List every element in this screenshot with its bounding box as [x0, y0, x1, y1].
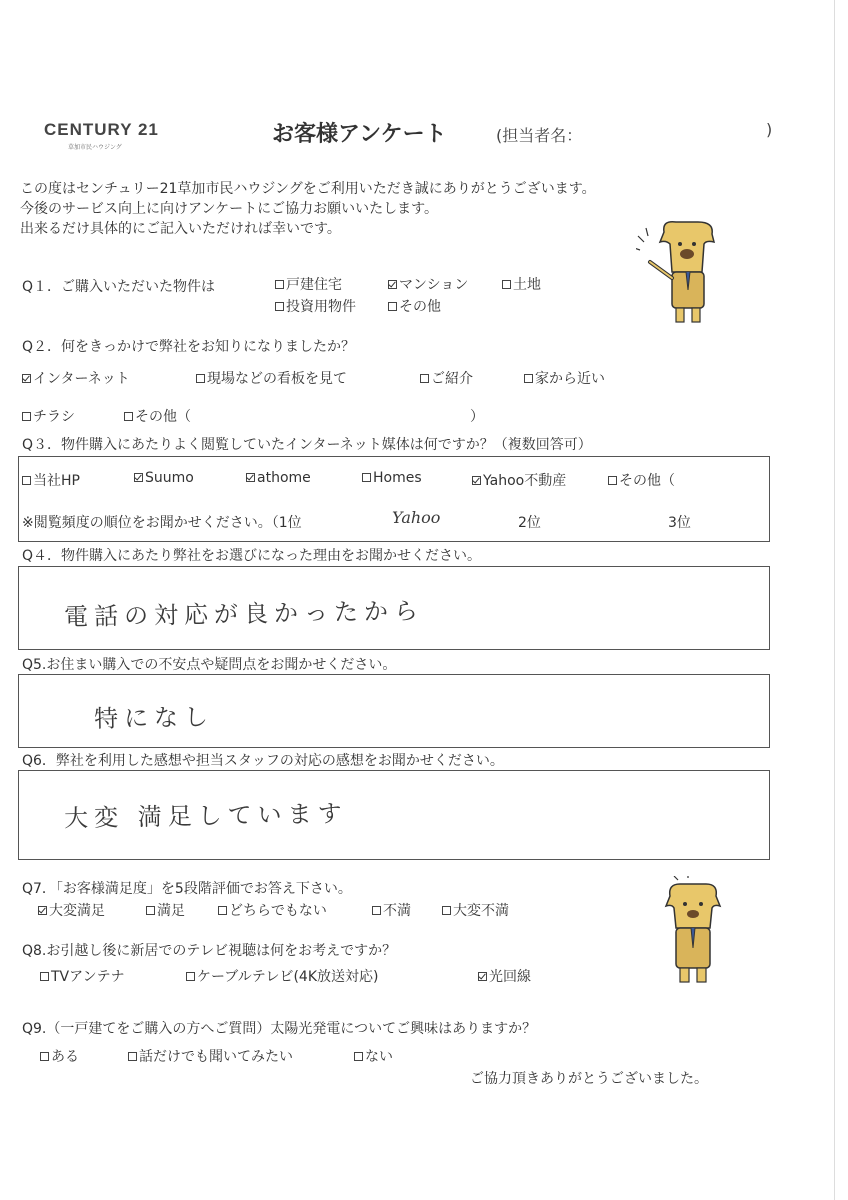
q9-label: Q9.（一戸建てをご購入の方へご質問）太陽光発電についてご興味はありますか？ — [22, 1021, 537, 1037]
checkbox-icon — [388, 302, 397, 311]
q2-option[interactable]: インターネット — [22, 368, 130, 388]
checked-checkbox-icon — [22, 374, 31, 383]
mascot-dog-standing-icon — [658, 876, 728, 984]
q2-option[interactable]: ご紹介 — [420, 368, 473, 388]
q3-option[interactable]: 当社HP — [22, 470, 80, 490]
q7-option[interactable]: 大変不満 — [442, 900, 509, 920]
intro-line: 今後のサービス向上に向けアンケートにご協力お願いいたします。 — [20, 201, 439, 217]
brand-logo: CENTURY 21 — [44, 120, 159, 139]
checkbox-icon — [502, 280, 511, 289]
q3-label: Q３．物件購入にあたりよく閲覧していたインターネット媒体は何ですか？（複数回答可） — [22, 437, 592, 453]
q4-label: Q４．物件購入にあたり弊社をお選びになった理由をお聞かせください。 — [22, 548, 482, 564]
q9-option[interactable]: 話だけでも聞いてみたい — [128, 1046, 293, 1066]
q1-option[interactable]: その他 — [388, 296, 441, 316]
q5-handwritten-answer: 特になし — [93, 702, 215, 734]
checkbox-icon — [275, 302, 284, 311]
q4-handwritten-answer: 電話の対応が良かったから — [63, 596, 425, 632]
q5-label: Q5.お住まい購入での不安点や疑問点をお聞かせください。 — [22, 657, 397, 673]
checkbox-icon — [275, 280, 284, 289]
q6-label: Q6．弊社を利用した感想や担当スタッフの対応の感想をお聞かせください。 — [22, 753, 504, 769]
q3-option[interactable]: Yahoo不動産 — [472, 470, 566, 490]
checkbox-icon — [354, 1052, 363, 1061]
q2-option-other[interactable]: その他（ — [124, 406, 191, 426]
q8-label: Q8.お引越し後に新居でのテレビ視聴は何をお考えですか？ — [22, 943, 397, 959]
checkbox-icon — [22, 412, 31, 421]
q2-option[interactable]: 現場などの看板を見て — [196, 368, 347, 388]
checked-checkbox-icon — [246, 473, 255, 482]
q2-option[interactable]: 家から近い — [524, 368, 605, 388]
checked-checkbox-icon — [478, 972, 487, 981]
checked-checkbox-icon — [472, 476, 481, 485]
checkbox-icon — [372, 906, 381, 915]
staff-name-close: ) — [766, 120, 773, 139]
q8-option[interactable]: 光回線 — [478, 966, 531, 986]
q1-label: Q１．ご購入いただいた物件は — [22, 279, 216, 295]
checkbox-icon — [128, 1052, 137, 1061]
checkbox-icon — [524, 374, 533, 383]
q3-option[interactable]: athome — [246, 470, 311, 486]
q7-option[interactable]: どちらでもない — [218, 900, 327, 920]
q3-rank1-handwritten[interactable]: Yahoo — [392, 508, 441, 527]
checked-checkbox-icon — [388, 280, 397, 289]
q3-rank2-label: 2位 — [518, 515, 541, 531]
q7-option[interactable]: 大変満足 — [38, 900, 105, 920]
q3-option[interactable]: Homes — [362, 470, 422, 486]
q2-other-close: ） — [470, 409, 484, 425]
q7-option[interactable]: 不満 — [372, 900, 411, 920]
brand-subtitle: 草加市民ハウジング — [68, 144, 122, 151]
q3-option-other[interactable]: その他（ — [608, 470, 675, 490]
q9-option[interactable]: ある — [40, 1046, 79, 1066]
checkbox-icon — [22, 476, 31, 485]
checkbox-icon — [186, 972, 195, 981]
checkbox-icon — [442, 906, 451, 915]
q1-option[interactable]: 土地 — [502, 274, 541, 294]
q9-option[interactable]: ない — [354, 1046, 393, 1066]
q8-option[interactable]: ケーブルテレビ(4K放送対応) — [186, 966, 378, 986]
checkbox-icon — [420, 374, 429, 383]
checkbox-icon — [196, 374, 205, 383]
checkbox-icon — [124, 412, 133, 421]
q7-option[interactable]: 満足 — [146, 900, 185, 920]
page-title: お客様アンケート — [272, 122, 447, 147]
checkbox-icon — [40, 972, 49, 981]
q2-option[interactable]: チラシ — [22, 406, 75, 426]
checkbox-icon — [608, 476, 617, 485]
checkbox-icon — [40, 1052, 49, 1061]
mascot-dog-pointing-icon — [636, 218, 726, 326]
q3-rank3-label: 3位 — [668, 515, 691, 531]
checked-checkbox-icon — [38, 906, 47, 915]
q8-option[interactable]: TVアンテナ — [40, 966, 125, 986]
staff-name-label: (担当者名： — [496, 126, 583, 145]
q3-rank-label: ※閲覧頻度の順位をお聞かせください。（1位 — [22, 515, 302, 531]
checkbox-icon — [146, 906, 155, 915]
checkbox-icon — [218, 906, 227, 915]
q1-option[interactable]: 投資用物件 — [275, 296, 356, 316]
q7-label: Q7．「お客様満足度」を5段階評価でお答え下さい。 — [22, 881, 352, 897]
checked-checkbox-icon — [134, 473, 143, 482]
q6-handwritten-answer: 大変 満足しています — [63, 799, 348, 833]
q1-option[interactable]: 戸建住宅 — [275, 274, 342, 294]
intro-line: この度はセンチュリー21草加市民ハウジングをご利用いただき誠にありがとうございます。 — [20, 181, 596, 197]
checkbox-icon — [362, 473, 371, 482]
q1-option[interactable]: マンション — [388, 274, 468, 294]
page-edge — [834, 0, 835, 1200]
q2-label: Q２．何をきっかけで弊社をお知りになりましたか？ — [22, 339, 356, 355]
q3-option[interactable]: Suumo — [134, 470, 194, 486]
closing-message: ご協力頂きありがとうございました。 — [470, 1071, 708, 1087]
intro-line: 出来るだけ具体的にご記入いただければ幸いです。 — [20, 221, 341, 237]
